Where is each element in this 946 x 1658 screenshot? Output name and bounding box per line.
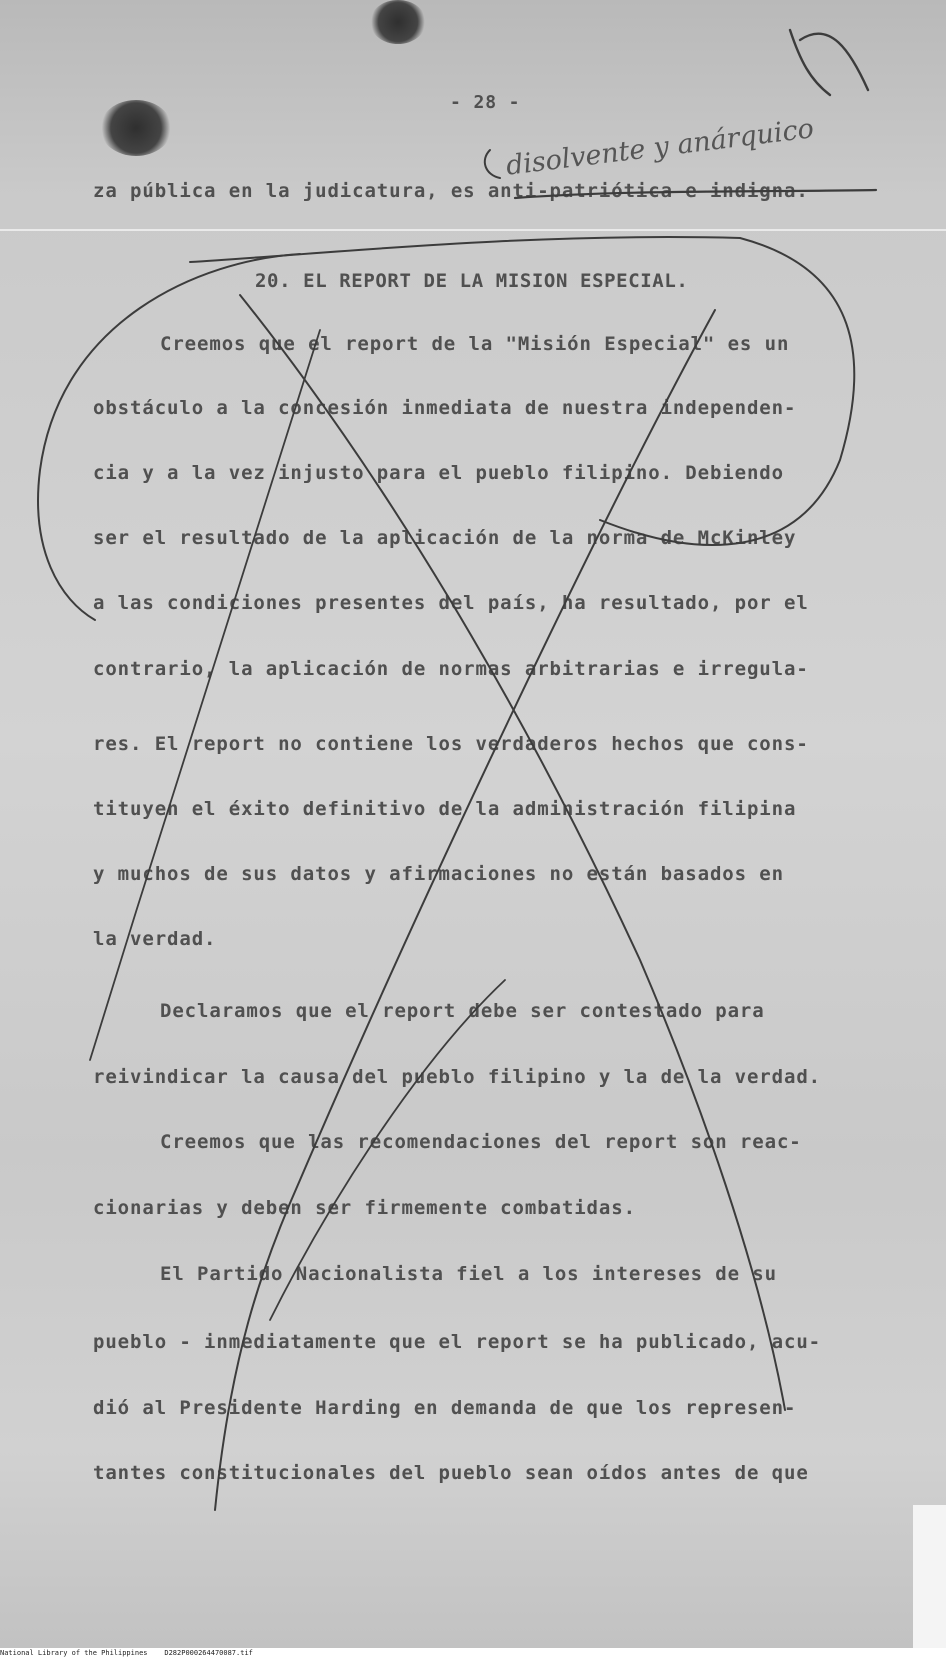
- cross-stroke: [90, 330, 320, 1060]
- text-line: tantes constitucionales del pueblo sean oídos antes de que: [93, 1462, 809, 1484]
- ink-blot: [370, 0, 426, 44]
- text-line: contrario, la aplicación de normas arbitrarias e irregula-: [93, 658, 809, 680]
- text-line: dió al Presidente Harding en demanda de que los represen-: [93, 1397, 797, 1419]
- text-line: tituyen el éxito definitivo de la administración filipina: [93, 798, 797, 820]
- ink-blot: [100, 100, 172, 156]
- text-line: ser el resultado de la aplicación de la norma de McKinley: [93, 527, 797, 549]
- text-line: reivindicar la causa del pueblo filipino y la de la verdad.: [93, 1066, 821, 1088]
- text-line: pueblo - inmediatamente que el report se ha publicado, acu-: [93, 1331, 821, 1353]
- text-line: Creemos que las recomendaciones del report son reac-: [160, 1131, 802, 1153]
- fold-line: [0, 229, 946, 231]
- scan-patch: [913, 1505, 946, 1648]
- text-line: y muchos de sus datos y afirmaciones no están basados en: [93, 863, 784, 885]
- handwritten-mark: [790, 30, 868, 95]
- cross-stroke: [215, 310, 715, 1510]
- margin-bracket-stroke: [38, 254, 300, 620]
- text-line: za pública en la judicatura, es anti-patriótica e indigna.: [93, 180, 809, 202]
- text-line: obstáculo a la concesión inmediata de nuestra independen-: [93, 397, 797, 419]
- library-credit: National Library of the Philippines: [0, 1649, 148, 1657]
- text-line: cia y a la vez injusto para el pueblo filipino. Debiendo: [93, 462, 784, 484]
- file-name: D282P000264470087.tif: [164, 1649, 253, 1657]
- page-number: - 28 -: [450, 92, 521, 113]
- underline-line: [190, 237, 740, 262]
- handwritten-annotation: disolvente y anárquico: [504, 113, 816, 182]
- handwritten-mark: [485, 150, 500, 178]
- scan-footer: [0, 1648, 946, 1658]
- text-line: cionarias y deben ser firmemente combatidas.: [93, 1197, 636, 1219]
- text-line: a las condiciones presentes del país, ha resultado, por el: [93, 592, 809, 614]
- text-line: Declaramos que el report debe ser contestado para: [160, 1000, 765, 1022]
- text-line: Creemos que el report de la "Misión Especial" es un: [160, 333, 790, 355]
- text-line: El Partido Nacionalista fiel a los intereses de su: [160, 1263, 777, 1285]
- section-heading: 20. EL REPORT DE LA MISION ESPECIAL.: [255, 270, 689, 292]
- text-line: la verdad.: [93, 928, 217, 950]
- text-line: res. El report no contiene los verdaderos hechos que cons-: [93, 733, 809, 755]
